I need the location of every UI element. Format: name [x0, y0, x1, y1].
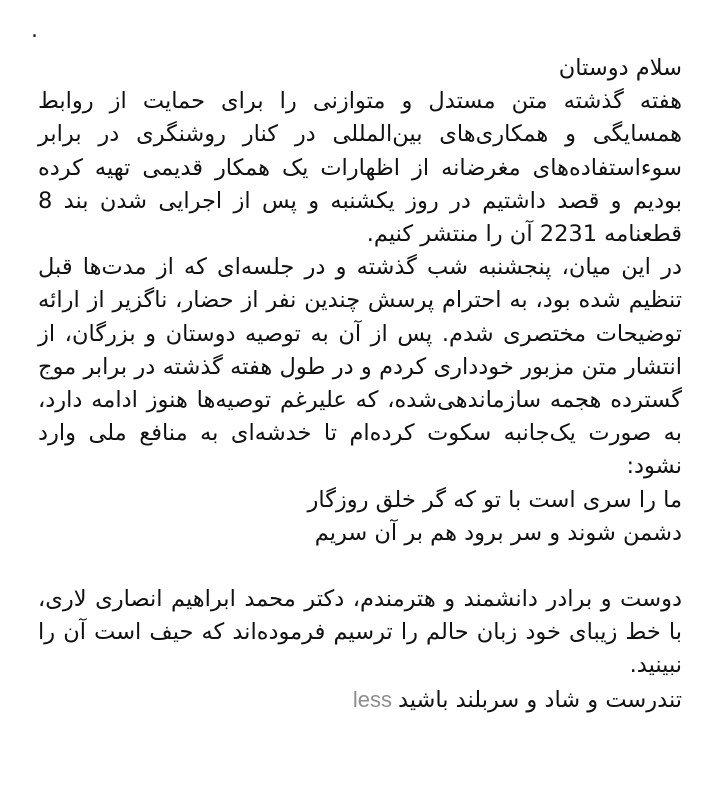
top-dot: .	[31, 18, 38, 43]
less-link[interactable]: less	[352, 686, 392, 712]
post-body	[38, 52, 682, 717]
poem-line-2: دشمن شوند و سر برود هم بر آن سریم	[314, 519, 682, 546]
post-paragraph-2: در این میان، پنجشنبه شب گذشته و در جلسه‌ای که از مدت‌ها قبل تنظیم شده بود، به احترام پرسش چندین نفر از حضار، ناگزیر از ارائه توضیحات مختصری شدم. پس از آن به توصیه دوستان و بزرگان، از انتشار متن مزبور خودداری کردم و در طول هفته گذشته در برابر موج گسترده هجمه سازماندهی‌شده، که علیرغم توصیه‌ها هنوز ادامه دارد، به صورت یک‌جانبه سکوت کرده‌ام تا خدشه‌ای به منافع ملی وارد نشود:	[38, 254, 682, 480]
post-paragraph-1: هفته گذشته متن مستدل و متوازنی را برای حمایت از روابط همسایگی و همکاری‌های بین‌المللی در کنار روشنگری در برابر سوءاستفاده‌های مغرضانه از اظهارات یک همکار قدیمی تهیه کرده بودیم و قصد داشتیم در روز یکشنبه و پس از اجرایی شدن بند 8 قطعنامه 2231 آن را منتشر کنیم.	[38, 88, 682, 248]
paragraph-gap	[38, 550, 682, 583]
poem-line-1: ما را سری است با تو که گر خلق روزگار	[307, 486, 682, 513]
post-closing: تندرست و شاد و سربلند باشید	[397, 686, 682, 713]
post-closing-line	[38, 683, 682, 717]
post-greeting: سلام دوستان	[558, 55, 682, 81]
post-paragraph-3: دوست و برادر دانشمند و هترمندم، دکتر محمد ابراهیم انصاری لاری، با خط زیبای خود زبان حالم را ترسیم فرموده‌اند که حیف است آن را نبینید.	[38, 586, 682, 679]
